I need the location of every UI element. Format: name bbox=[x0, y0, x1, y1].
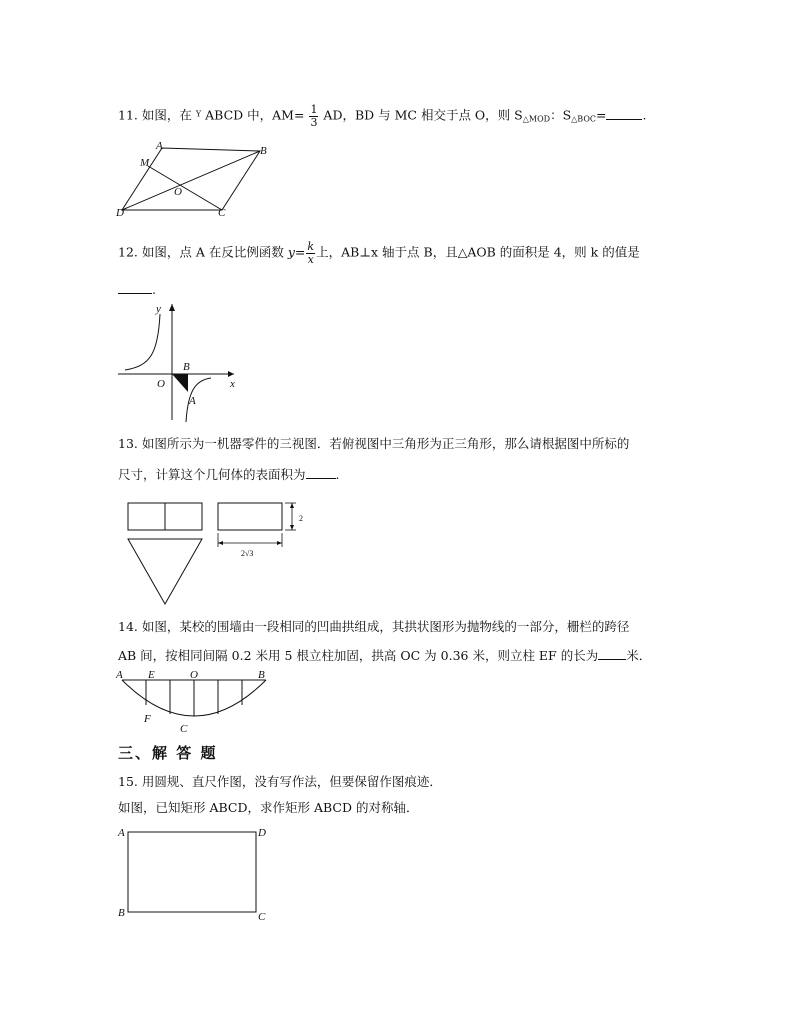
question-text: 如图，点 A 在反比例函数 bbox=[141, 244, 284, 260]
question-14-line2 bbox=[118, 648, 651, 663]
label-B: B bbox=[258, 669, 265, 681]
question-text: 上，AB⊥x 轴于点 B，且△AOB 的面积是 4，则 k 的值是 bbox=[316, 244, 640, 260]
label-O: O bbox=[190, 669, 198, 681]
question-text: ABCD 中，AM= bbox=[205, 107, 305, 123]
label-y: y bbox=[156, 303, 161, 315]
label-F: F bbox=[144, 713, 151, 725]
subscript: △BOC bbox=[571, 114, 596, 124]
question-13-line2 bbox=[118, 467, 340, 482]
label-M: M bbox=[140, 157, 150, 169]
question-number: 15. bbox=[118, 774, 138, 789]
section-heading: 三、解 答 题 bbox=[118, 744, 218, 762]
question-11 bbox=[118, 104, 646, 128]
variable-y: y bbox=[287, 244, 295, 260]
question-text: AD，BD 与 MC 相交于点 O，则 S bbox=[323, 107, 523, 123]
rectangle-figure bbox=[116, 822, 276, 922]
fraction-numerator: k bbox=[307, 240, 315, 253]
question-text: 用圆规、直尺作图，没有写作法，但要保留作图痕迹． bbox=[141, 774, 442, 789]
subscript: △MOD bbox=[522, 114, 551, 124]
question-number: 11. bbox=[118, 107, 138, 123]
answer-blank[interactable] bbox=[606, 108, 642, 120]
label-D: D bbox=[258, 827, 266, 839]
fraction-denominator: 3 bbox=[310, 115, 318, 129]
label-B: B bbox=[183, 361, 190, 373]
fraction-one-third bbox=[309, 104, 318, 128]
three-view-figure bbox=[126, 498, 316, 610]
dim-width-label: 2√3 bbox=[241, 549, 254, 558]
parallelogram-figure bbox=[110, 140, 280, 220]
question-text: = bbox=[596, 107, 607, 123]
label-O: O bbox=[157, 378, 165, 390]
label-A: A bbox=[189, 395, 196, 407]
answer-blank[interactable] bbox=[118, 282, 152, 294]
parallelogram-symbol: Y bbox=[195, 109, 202, 119]
question-text: ：S bbox=[550, 107, 572, 123]
equals-sign: = bbox=[294, 244, 306, 260]
label-C: C bbox=[180, 723, 188, 735]
label-B: B bbox=[260, 145, 267, 157]
question-text: 尺寸，计算这个几何体的表面积为 bbox=[118, 467, 306, 482]
label-x: x bbox=[230, 378, 235, 390]
answer-blank[interactable] bbox=[306, 467, 336, 479]
question-13 bbox=[118, 438, 629, 451]
question-12 bbox=[118, 241, 640, 265]
fraction-numerator: 1 bbox=[310, 103, 318, 116]
question-12-answer-line bbox=[118, 282, 156, 297]
label-E: E bbox=[148, 669, 155, 681]
label-O: O bbox=[174, 186, 182, 198]
question-number: 12. bbox=[118, 244, 138, 260]
label-B: B bbox=[118, 907, 125, 919]
label-D: D bbox=[116, 207, 124, 219]
dim-height-label: 2 bbox=[299, 514, 303, 523]
question-text: . bbox=[152, 282, 156, 297]
question-text: AB 间，按相同间隔 0.2 米用 5 根立柱加固，拱高 OC 为 0.36 米，则立柱 EF 的长为 bbox=[118, 648, 599, 663]
question-number: 13. bbox=[118, 436, 138, 451]
hyperbola-figure bbox=[112, 300, 242, 425]
question-text: 如图所示为一机器零件的三视图．若俯视图中三角形为正三角形，那么请根据图中所标的 bbox=[141, 436, 630, 451]
label-A: A bbox=[116, 669, 123, 681]
question-text: . bbox=[642, 107, 647, 123]
question-text: 如图，在 bbox=[141, 107, 192, 123]
question-text: 如图，已知矩形 ABCD，求作矩形 ABCD 的对称轴． bbox=[118, 800, 419, 815]
label-C: C bbox=[218, 207, 226, 219]
question-14 bbox=[118, 621, 629, 634]
label-A: A bbox=[118, 827, 125, 839]
arch-fence-figure bbox=[114, 668, 274, 738]
label-C: C bbox=[258, 911, 266, 923]
label-A: A bbox=[156, 140, 163, 152]
question-text: 米． bbox=[626, 648, 652, 663]
question-text: 如图，某校的围墙由一段相同的凹曲拱组成，其拱状图形为抛物线的一部分，栅栏的跨径 bbox=[141, 619, 630, 634]
question-15 bbox=[118, 776, 442, 789]
question-15-line2 bbox=[118, 802, 418, 815]
question-number: 14. bbox=[118, 619, 138, 634]
fraction-denominator: x bbox=[307, 252, 314, 266]
answer-blank[interactable] bbox=[598, 648, 626, 660]
fraction-k-over-x bbox=[306, 241, 315, 265]
question-text: . bbox=[335, 467, 340, 482]
